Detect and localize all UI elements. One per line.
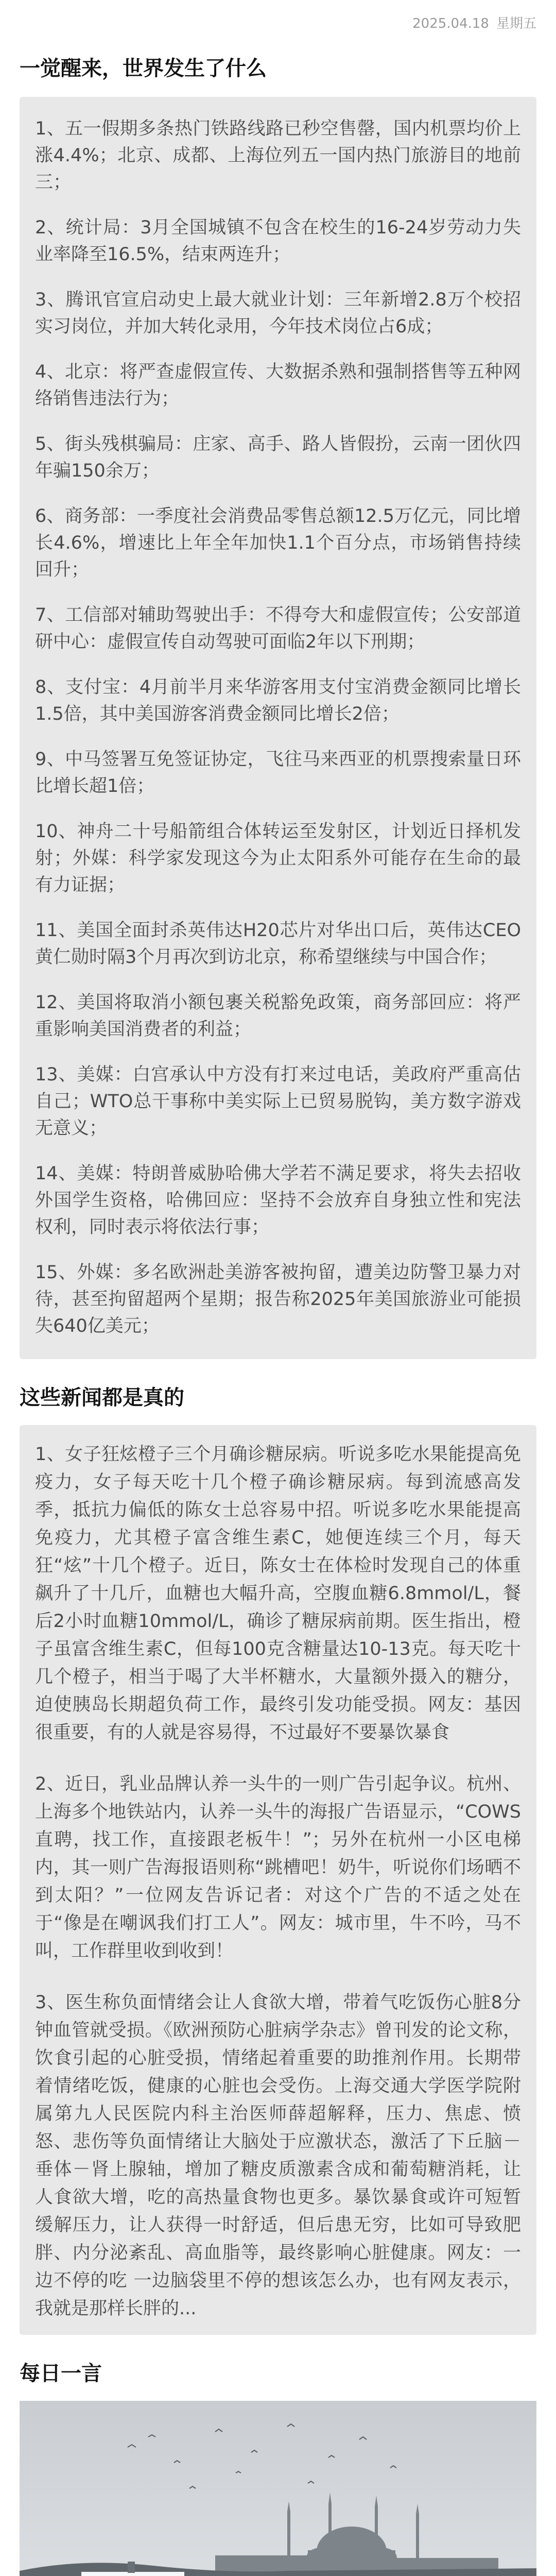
section-title-daily-quote: 每日一言: [20, 2361, 102, 2385]
date-text: 2025.04.18: [412, 16, 489, 31]
story-item: 2、近日，乳业品牌认养一头牛的一则广告引起争议。杭州、上海多个地铁站内，认养一头牛的海报广告语显示，“COWS直聘，找工作，直接跟老板牛！”；另外在杭州一小区电梯内，其一则广告海报语则称“跳槽吧！奶牛，听说你们场晒不到太阳？”一位网友告诉记者：对这个广告的不适之处在于“像是在嘲讽我们打工人”。网友：城市里，牛不吟，马不叫，工作群里收到收到！: [35, 1774, 521, 1961]
news-item: 9、中马签署互免签证协定，飞往马来西亚的机票搜索量日环比增长超1倍；: [35, 749, 521, 796]
news-item: 14、美媒：特朗普威胁哈佛大学若不满足要求，将失去招收外国学生资格，哈佛回应：坚持不会放弃自身独立性和宪法权利，同时表示将依法行事；: [35, 1163, 521, 1238]
news-list-card: [20, 97, 536, 1359]
news-item: 3、腾讯官宣启动史上最大就业计划：三年新增2.8万个校招实习岗位，并加大转化录用，今年技术岗位占6成；: [35, 290, 521, 337]
news-item: 15、外媒：多名欧洲赴美游客被拘留，遭美边防警卫暴力对待，甚至拘留超两个星期；报告称2025年美国旅游业可能损失640亿美元；: [35, 1262, 521, 1336]
news-item: 4、北京：将严查虚假宣传、大数据杀熟和强制搭售等五种网络销售违法行为；: [35, 362, 521, 409]
weekday-text: 星期五: [496, 16, 536, 31]
date-line: [0, 0, 556, 47]
story-item: 3、医生称负面情绪会让人食欲大增，带着气吃饭伤心脏8分钟血管就受损。《欧洲预防心脏病学杂志》曾刊发的论文称，饮食引起的心脏受损，情绪起着重要的助推剂作用。长期带着情绪吃饭，健康的心脏也会受伤。上海交通大学医学院附属第九人民医院内科主治医师薛超解释，压力、焦虑、愤怒、悲伤等负面情绪让大脑处于应激状态，激活了下丘脑－垂体－肾上腺轴，增加了糖皮质激素含成和葡萄糖消耗，让人食欲大增，吃的高热量食物也更多。暴饮暴食或许可短暂缓解压力，让人获得一时舒适，但后患无穷，比如可导致肥胖、内分泌紊乱、高血脂等，最终影响心脏健康。网友：一边不停的吃 一边脑袋里不停的想该怎么办，也有网友表示，我就是那样长胖的...: [35, 1992, 521, 2319]
news-item: 5、街头残棋骗局：庄家、高手、路人皆假扮，云南一团伙四年骗150余万；: [35, 434, 521, 481]
news-item: 8、支付宝：4月前半月来华游客用支付宝消费金额同比增长1.5倍，其中美国游客消费金额同比增长2倍；: [35, 677, 521, 724]
section-title-news: 一觉醒来，世界发生了什么: [20, 56, 267, 80]
true-news-card: [20, 1425, 536, 2335]
section-title-true-news: 这些新闻都是真的: [20, 1385, 184, 1410]
news-item: 13、美媒：白宫承认中方没有打来过电话，美政府严重高估自己；WTO总干事称中美实际上已贸易脱钩，美方数字游戏无意义；: [35, 1064, 521, 1139]
news-item: 6、商务部：一季度社会消费品零售总额12.5万亿元，同比增长4.6%，增速比上年全年加快1.1个百分点，市场销售持续回升；: [35, 506, 521, 580]
news-item: 12、美国将取消小额包裹关税豁免政策，商务部回应：将严重影响美国消费者的利益；: [35, 992, 521, 1040]
news-item: 1、五一假期多条热门铁路线路已秒空售罄，国内机票均价上涨4.4%；北京、成都、上海位列五一国内热门旅游目的地前三；: [35, 118, 521, 193]
city-skyline-photo: [20, 2401, 536, 2576]
news-item: 10、神舟二十号船箭组合体转运至发射区，计划近日择机发射；外媒：科学家发现这今为止太阳系外可能存在生命的最有力证据；: [35, 821, 521, 895]
daily-photo: [20, 2401, 536, 2576]
story-item: 1、女子狂炫橙子三个月确诊糖尿病。听说多吃水果能提高免疫力，女子每天吃十几个橙子确诊糖尿病。每到流感高发季，抵抗力偏低的陈女士总容易中招。听说多吃水果能提高免疫力，尤其橙子富含维生素C，她便连续三个月，每天狂“炫”十几个橙子。近日，陈女士在体检时发现自己的体重飙升了十几斤，血糖也大幅升高，空腹血糖6.8mmol/L，餐后2小时血糖10mmol/L，确诊了糖尿病前期。医生指出，橙子虽富含维生素C，但每100克含糖量达10-13克。每天吃十几个橙子，相当于喝了大半杯糖水，大量额外摄入的糖分，迫使胰岛长期超负荷工作，最终引发功能受损。网友：基因很重要，有的人就是容易得，不过最好不要暴饮暴食: [35, 1444, 521, 1743]
news-item: 2、统计局：3月全国城镇不包含在校生的16-24岁劳动力失业率降至16.5%，结束两连升；: [35, 217, 521, 265]
news-item: 11、美国全面封杀英伟达H20芯片对华出口后，英伟达CEO黄仁勋时隔3个月再次到访北京，称希望继续与中国合作；: [35, 920, 521, 968]
news-item: 7、工信部对辅助驾驶出手：不得夸大和虚假宣传；公安部道研中心：虚假宣传自动驾驶可面临2年以下刑期；: [35, 605, 521, 652]
